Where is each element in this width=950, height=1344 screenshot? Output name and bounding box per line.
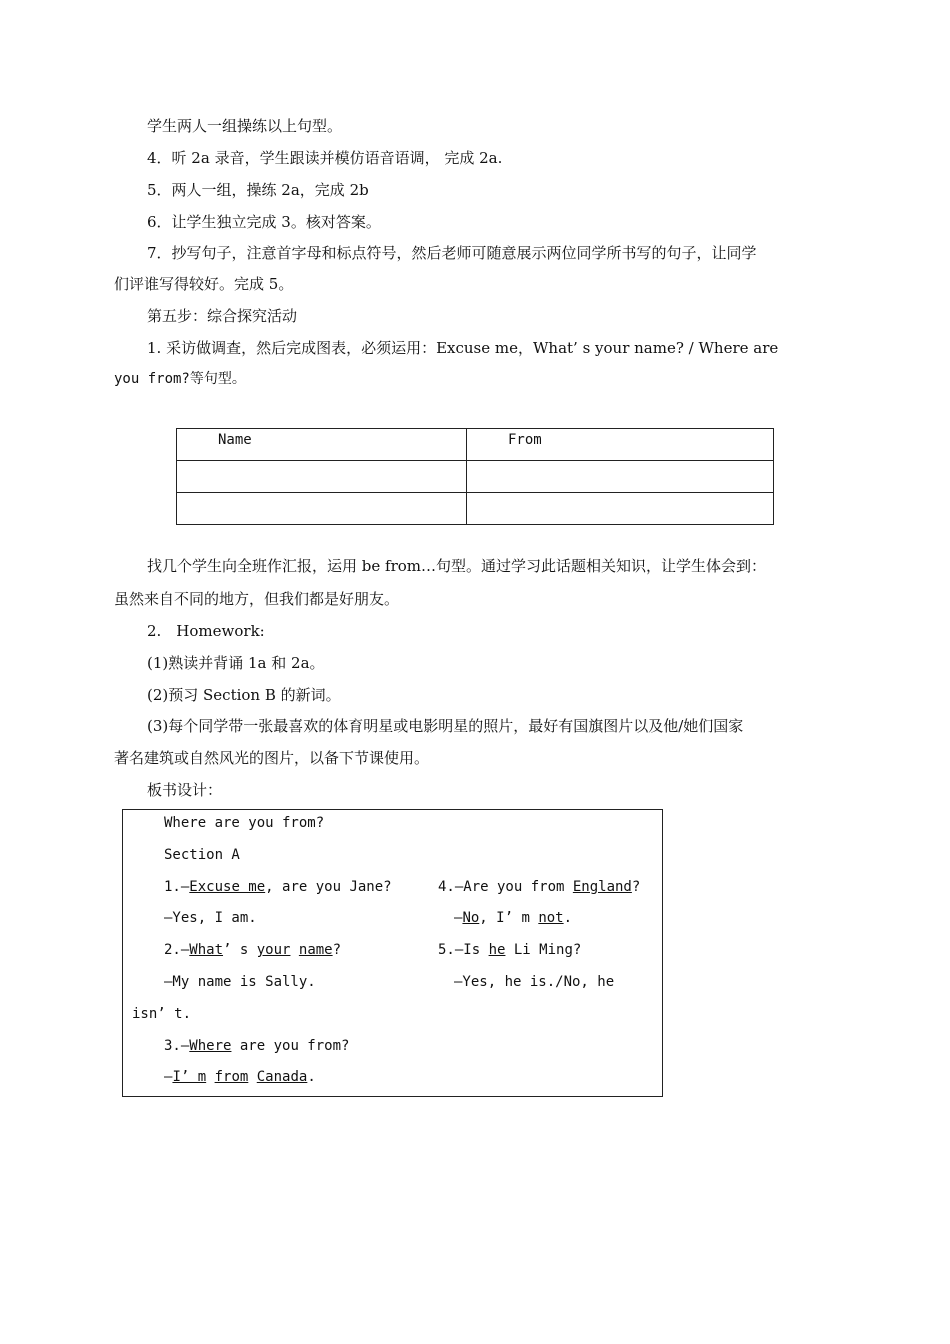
paragraph-continued: 虽然来自不同的地方，但我们都是好朋友。 bbox=[114, 590, 400, 608]
board-line: —My name is Sally. bbox=[164, 974, 316, 990]
table-cell bbox=[467, 461, 774, 493]
paragraph-continued: you from?等句型。 bbox=[114, 371, 246, 387]
table-header-cell: From bbox=[467, 429, 774, 461]
paragraph: 4．听 2a 录音，学生跟读并模仿语音语调， 完成 2a. bbox=[147, 149, 503, 167]
paragraph: 找几个学生向全班作汇报，运用 be from…句型。通过学习此话题相关知识，让学生体会到： bbox=[147, 557, 766, 575]
table-cell bbox=[177, 493, 467, 525]
paragraph-continued: 们评谁写得较好。完成 5。 bbox=[114, 275, 294, 293]
board-line: —I’ m from Canada. bbox=[164, 1069, 316, 1085]
table-row bbox=[177, 461, 774, 493]
paragraph: 学生两人一组操练以上句型。 bbox=[147, 117, 343, 135]
paragraph: 5．两人一组，操练 2a，完成 2b bbox=[147, 181, 369, 199]
table-row bbox=[177, 493, 774, 525]
board-line: 4.—Are you from England? bbox=[438, 879, 641, 895]
paragraph-continued: 著名建筑或自然风光的图片，以备下节课使用。 bbox=[114, 749, 430, 767]
blackboard-heading: 板书设计： bbox=[147, 781, 223, 799]
board-line: 1.—Excuse me, are you Jane? bbox=[164, 879, 392, 895]
board-line: 5.—Is he Li Ming? bbox=[438, 942, 582, 958]
table-cell bbox=[177, 461, 467, 493]
paragraph: 7．抄写句子，注意首字母和标点符号，然后老师可随意展示两位同学所书写的句子，让同学 bbox=[147, 244, 757, 262]
homework-heading: 2. Homework: bbox=[147, 622, 265, 640]
board-line: 3.—Where are you from? bbox=[164, 1038, 350, 1054]
homework-item: (3)每个同学带一张最喜欢的体育明星或电影明星的照片，最好有国旗图片以及他/她们国家 bbox=[147, 717, 744, 735]
table-header-cell: Name bbox=[177, 429, 467, 461]
board-section: Section A bbox=[164, 847, 240, 863]
paragraph: 1. 采访做调查，然后完成图表，必须运用：Excuse me，What’ s your name? / Where are bbox=[147, 339, 779, 357]
step-heading: 第五步：综合探究活动 bbox=[147, 307, 298, 325]
board-line: —Yes, he is./No, he bbox=[454, 974, 615, 990]
table-header-row bbox=[177, 429, 774, 461]
board-title: Where are you from? bbox=[164, 815, 325, 831]
paragraph: 6．让学生独立完成 3。核对答案。 bbox=[147, 213, 381, 231]
survey-table bbox=[176, 428, 774, 525]
homework-item: (2)预习 Section B 的新词。 bbox=[147, 686, 341, 704]
board-line: 2.—What’ s your name? bbox=[164, 942, 342, 958]
homework-item: (1)熟读并背诵 1a 和 2a。 bbox=[147, 654, 325, 672]
board-line: —No, I’ m not. bbox=[454, 910, 573, 926]
table-cell bbox=[467, 493, 774, 525]
board-line: isn’ t. bbox=[132, 1006, 192, 1022]
board-line: —Yes, I am. bbox=[164, 910, 257, 926]
